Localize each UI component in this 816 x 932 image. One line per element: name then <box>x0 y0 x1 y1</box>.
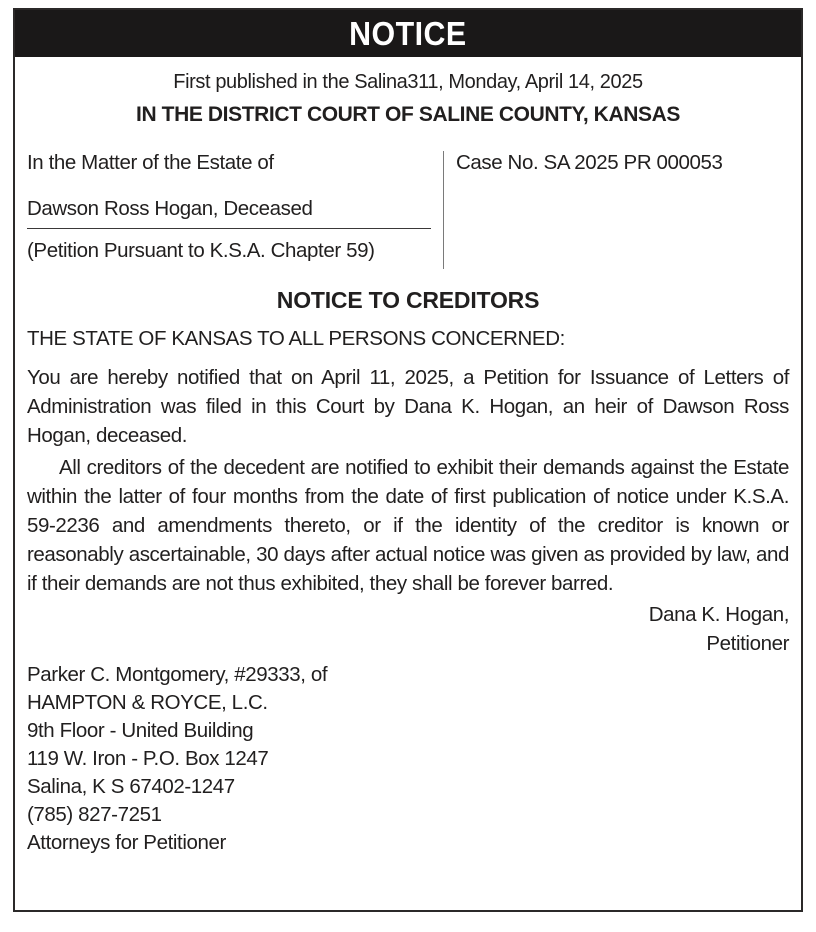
notice-to-creditors-heading: NOTICE TO CREDITORS <box>276 287 540 313</box>
salutation-line: THE STATE OF KANSAS TO ALL PERSONS CONCERNED: <box>27 327 565 350</box>
attorney-line: Salina, K S 67402-1247 <box>27 775 235 798</box>
case-caption-right-column <box>444 151 789 269</box>
attorney-line: 9th Floor - United Building <box>27 719 254 742</box>
attorney-line: 119 W. Iron - P.O. Box 1247 <box>27 747 269 770</box>
petitioner-name: Dana K. Hogan, <box>648 603 789 626</box>
petition-statute-line: (Petition Pursuant to K.S.A. Chapter 59) <box>27 239 375 262</box>
attorney-block <box>27 661 789 857</box>
attorney-line: HAMPTON & ROYCE, L.C. <box>27 691 268 714</box>
publication-line: First published in the Salina311, Monday, April 14, 2025 <box>173 71 643 93</box>
petitioner-role: Petitioner <box>706 632 789 655</box>
legal-notice-document <box>13 8 803 912</box>
notice-body <box>15 71 801 857</box>
paragraph-petition-filed: You are hereby notified that on April 11, 2025, a Petition for Issuance of Letters of Administration was filed in this Court by Dana K. Hogan, an heir of Dawson Ross Hogan, deceased. <box>27 366 789 447</box>
matter-line-1: In the Matter of the Estate of <box>27 151 274 174</box>
attorney-line: Attorneys for Petitioner <box>27 831 226 854</box>
notice-title: NOTICE <box>349 14 467 52</box>
court-heading: IN THE DISTRICT COURT OF SALINE COUNTY, KANSAS <box>136 103 680 126</box>
matter-line-2: Dawson Ross Hogan, Deceased <box>27 197 313 220</box>
notice-header-bar <box>15 10 801 57</box>
attorney-line: Parker C. Montgomery, #29333, of <box>27 663 328 686</box>
case-caption-section <box>27 151 789 269</box>
paragraph-creditor-demands: All creditors of the decedent are notified to exhibit their demands against the Estate within the latter of four months from the date of first publication of notice under K.S.A. 59-2236 and amendments thereto, or if the identity of the creditor is known or reasonably ascertainable, 30 days after actual notice was given as provided by law, and if their demands are not thus exhibited, they shall be forever barred. <box>27 456 789 595</box>
caption-underline <box>27 228 431 229</box>
case-number: Case No. SA 2025 PR 000053 <box>456 151 723 174</box>
case-caption-left-column <box>27 151 444 269</box>
attorney-line: (785) 827-7251 <box>27 803 162 826</box>
signature-block <box>27 600 789 658</box>
